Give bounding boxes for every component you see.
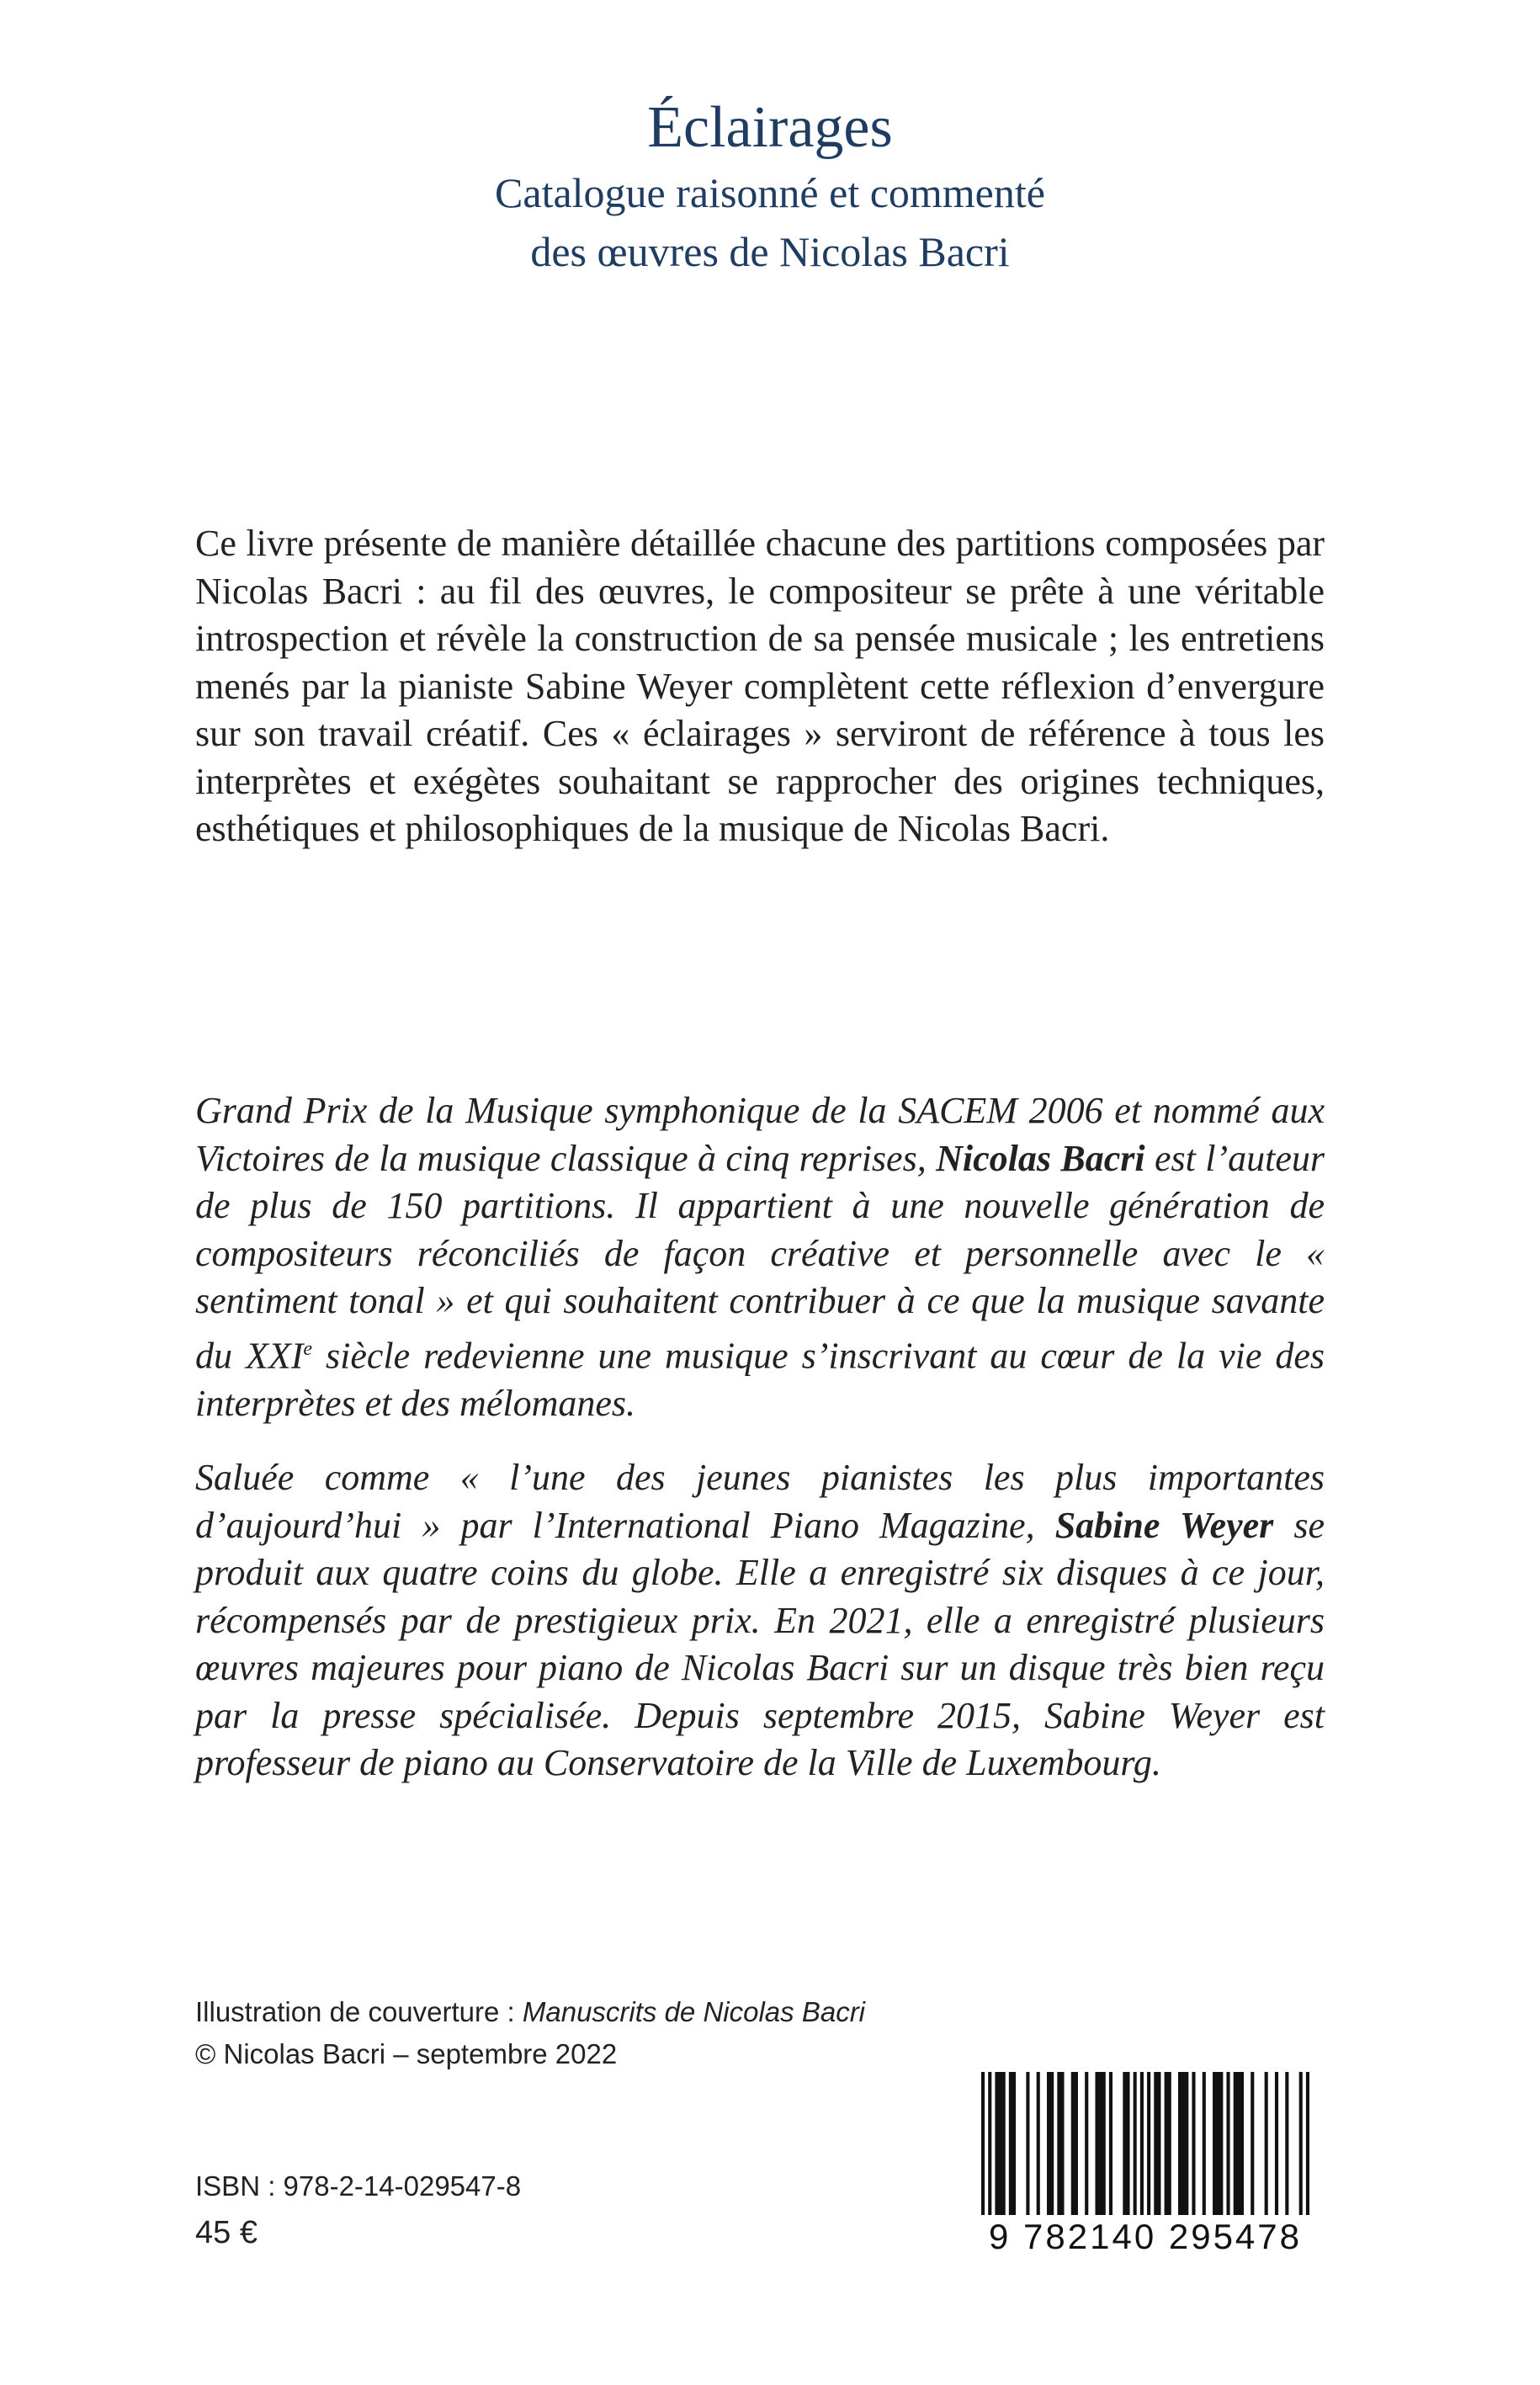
barcode-bar xyxy=(1285,2072,1288,2217)
barcode-bar xyxy=(1306,2072,1309,2217)
barcode-bar xyxy=(1009,2072,1016,2217)
book-subtitle-line-1: Catalogue raisonné et commenté xyxy=(495,169,1045,216)
barcode-bar xyxy=(1275,2072,1278,2217)
illustration-credit: Illustration de couverture : Manuscrits de Nicolas Bacri xyxy=(195,1996,866,2027)
barcode-bar xyxy=(995,2072,1005,2217)
book-title: Éclairages xyxy=(647,95,893,160)
barcode-bar xyxy=(1251,2072,1254,2217)
barcode-bar xyxy=(1047,2072,1054,2217)
isbn-number: ISBN : 978-2-14-029547-8 xyxy=(195,2170,522,2202)
author-bio-bacri: Grand Prix de la Musique symphonique de la SACEM 2006 et nommé aux Victoires de la musique classique à cinq reprises, Nicolas Bacri est l’auteur de plus de 150 partitions. Il appartient à une nouvelle génération de compositeurs réconciliés de façon créative et personnelle avec le « sentiment tonal » et qui souhaitent contribuer à ce que la musique savante du XXIe siècle redevienne une musique s’inscrivant au cœur de la vie des interprètes et des mélomanes. xyxy=(195,1090,1325,1424)
barcode-bar xyxy=(1037,2072,1040,2217)
barcode-bar xyxy=(1095,2072,1105,2217)
book-summary: Ce livre présente de manière détaillée chacune des partitions composées par Nicolas Bacri : au fil des œuvres, le compositeur se prête à une véritable introspection et révèle la construction de sa pensée musicale ; les entretiens menés par la pianiste Sabine Weyer complètent cette réflexion d’envergure sur son travail créatif. Ces « éclairages » serviront de référence à tous les interprètes et exégètes souhaitant se rapprocher des origines techniques, esthétiques et philosophiques de la musique de Nicolas Bacri. xyxy=(195,523,1325,849)
cover-credits xyxy=(195,1991,865,2075)
barcode-bar xyxy=(1085,2072,1088,2217)
cover-heading xyxy=(0,93,1540,281)
author-name-bacri: Nicolas Bacri xyxy=(936,1137,1145,1179)
copyright-notice: © Nicolas Bacri – septembre 2022 xyxy=(195,2038,618,2069)
barcode-bar xyxy=(1140,2072,1144,2217)
barcode-bar xyxy=(1234,2072,1244,2217)
barcode-bar xyxy=(1026,2072,1029,2217)
barcode-bar xyxy=(1154,2072,1160,2217)
barcode-bar xyxy=(1147,2072,1150,2217)
book-price: 45 € xyxy=(195,2215,258,2250)
barcode-bar xyxy=(1071,2072,1078,2217)
barcode-bar xyxy=(1057,2072,1064,2217)
barcode-bar xyxy=(1192,2072,1195,2217)
book-subtitle-line-2: des œuvres de Nicolas Bacri xyxy=(530,228,1010,275)
author-bio-weyer: Saluée comme « l’une des jeunes pianistes les plus importantes d’aujourd’hui » par l’International Piano Magazine, Sabine Weyer se produit aux quatre coins du globe. Elle a enregistré six disques à ce jour, récompensés par de prestigieux prix. En 2021, elle a enregistré plusieurs œuvres majeures pour piano de Nicolas Bacri sur un disque très bien reçu par la presse spécialisée. Depuis septembre 2015, Sabine Weyer est professeur de piano au Conservatoire de la Ville de Luxembourg. xyxy=(195,1457,1325,1783)
barcode-bar xyxy=(981,2072,985,2217)
barcode-bar xyxy=(1178,2072,1188,2217)
barcode-bar xyxy=(1123,2072,1129,2217)
barcode-bar xyxy=(988,2072,991,2217)
barcode-bar xyxy=(1213,2072,1223,2217)
barcode-bar xyxy=(1203,2072,1206,2217)
barcode-bar xyxy=(1134,2072,1137,2217)
author-name-weyer: Sabine Weyer xyxy=(1054,1504,1274,1546)
isbn-barcode xyxy=(981,2072,1309,2259)
barcode-bar xyxy=(1299,2072,1303,2217)
barcode-bar xyxy=(1226,2072,1229,2217)
barcode-digits: 9 782140 295478 xyxy=(981,2215,1309,2259)
barcode-bar xyxy=(1265,2072,1268,2217)
barcode-bar xyxy=(1109,2072,1113,2217)
barcode-bar xyxy=(1165,2072,1171,2217)
